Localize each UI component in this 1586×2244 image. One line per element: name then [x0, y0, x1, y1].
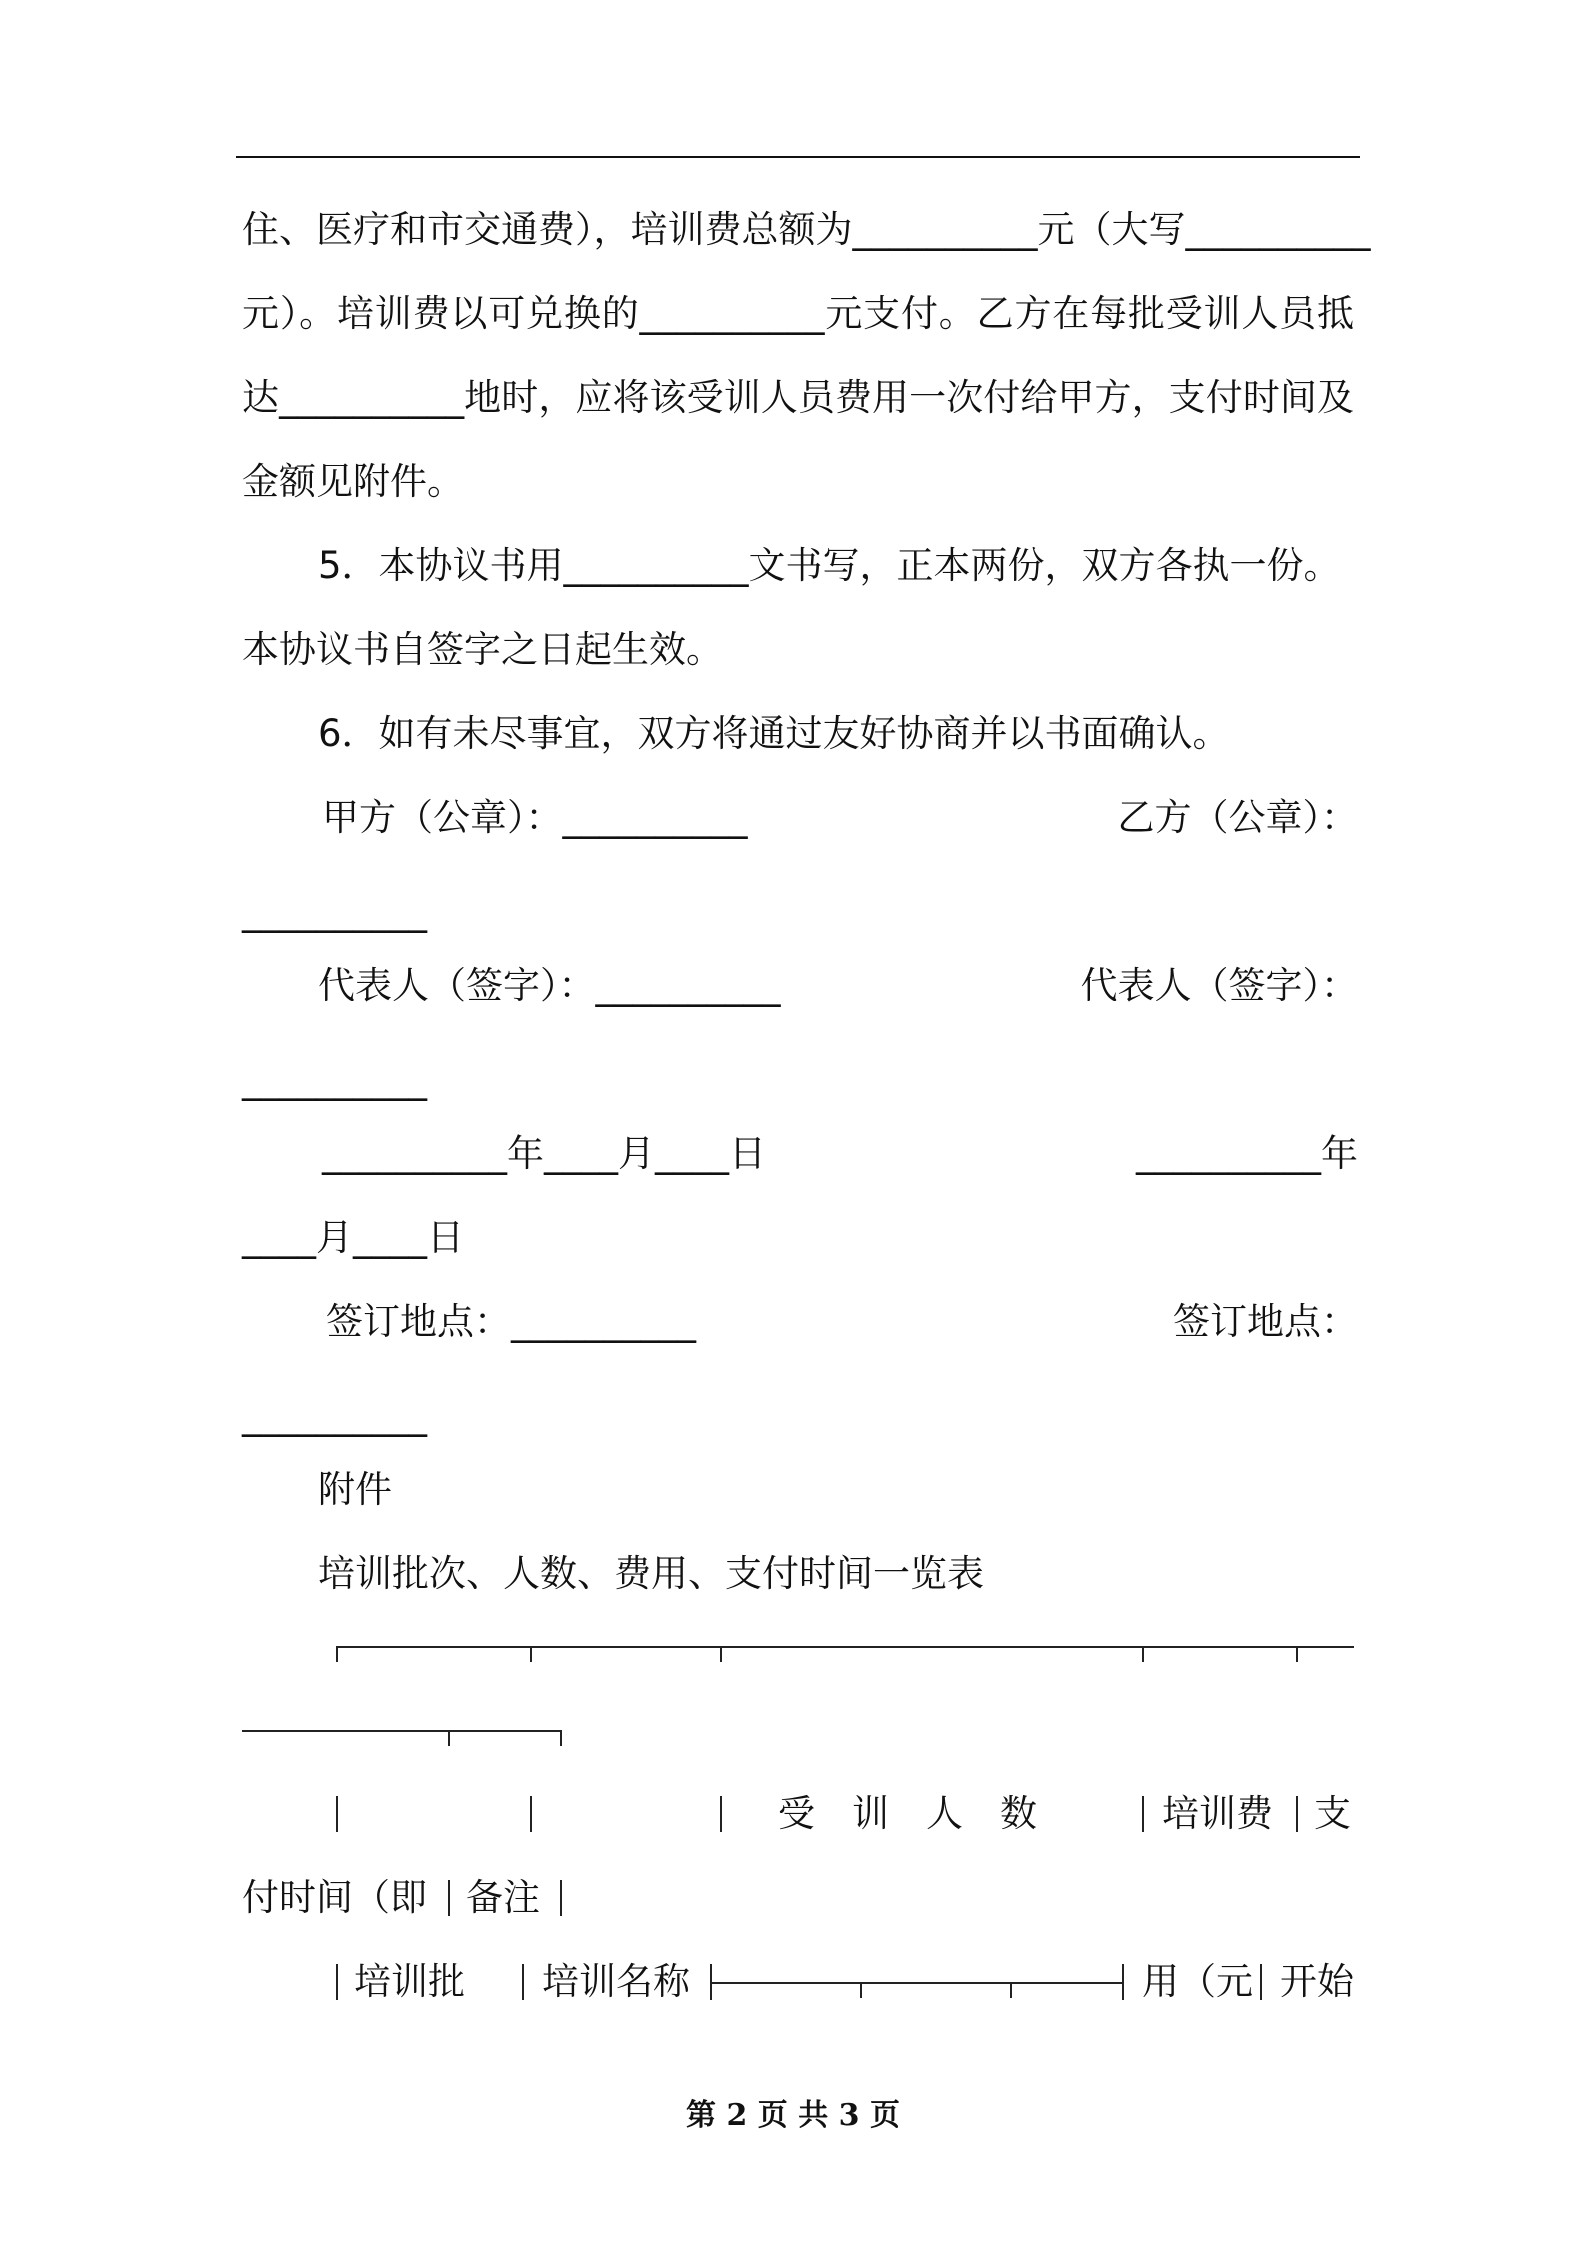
body-line: 金额见附件。 [242, 460, 464, 503]
clause-5-cont: 本协议书自签字之日起生效。 [242, 628, 723, 671]
table-tick [720, 1646, 722, 1662]
body-line: 达__________地时，应将该受训人员费用一次付给甲方，支付时间及 [242, 376, 1354, 419]
page-number: 第 2 页 共 3 页 [686, 2098, 900, 2133]
clause-5: 5．本协议书用__________文书写，正本两份，双方各执一份。 [318, 544, 1341, 587]
table-vbar [720, 1796, 722, 1832]
table-tick [1010, 1982, 1012, 1998]
rep-b: 代表人（签字）： [1080, 964, 1358, 1007]
rep-b-blank: __________ [242, 1058, 427, 1101]
clause-6: 6．如有未尽事宜，双方将通过友好协商并以书面确认。 [318, 712, 1230, 755]
header-start: 开始 [1280, 1960, 1354, 2003]
table-tick [860, 1982, 862, 1998]
table-corner [336, 1646, 338, 1662]
header-pay-time-start: 支 [1314, 1792, 1351, 1835]
party-a-seal: 甲方（公章）：__________ [322, 796, 748, 839]
header-training-fee: 培训费 [1162, 1792, 1273, 1835]
table-tick [448, 1730, 450, 1746]
table-vbar [336, 1796, 338, 1832]
attachment-title: 培训批次、人数、费用、支付时间一览表 [318, 1552, 984, 1595]
table-tick [1296, 1646, 1298, 1662]
body-line: 元）。培训费以可兑换的__________元支付。乙方在每批受训人员抵 [242, 292, 1354, 335]
place-a: 签订地点：__________ [326, 1300, 696, 1343]
table-vbar [448, 1880, 450, 1916]
table-vbar [1142, 1796, 1144, 1832]
table-tick [1142, 1646, 1144, 1662]
table-vbar [530, 1796, 532, 1832]
header-trainee-count: 受 训 人 数 [778, 1792, 1037, 1835]
table-tick [530, 1646, 532, 1662]
place-b-blank: __________ [242, 1394, 427, 1437]
place-b: 签订地点： [1173, 1300, 1358, 1343]
header-remark: 备注 [466, 1876, 540, 1919]
date-a: __________年____月____日 [322, 1132, 766, 1175]
header-fee-unit: 用（元 [1142, 1960, 1253, 2003]
date-b-cont: ____月____日 [242, 1216, 464, 1259]
table-corner [560, 1730, 562, 1746]
body-line: 住、医疗和市交通费），培训费总额为__________元（大写__________ [242, 208, 1371, 251]
table-vbar [1122, 1964, 1124, 2000]
table-vbar [1296, 1796, 1298, 1832]
table-vbar [1260, 1964, 1262, 2000]
party-b-seal: 乙方（公章）： [1117, 796, 1358, 839]
attachment-label: 附件 [318, 1468, 392, 1511]
table-top-border-cont [242, 1730, 560, 1732]
date-b: __________年 [1136, 1132, 1358, 1175]
header-batch: 培训批 [354, 1960, 465, 2003]
table-vbar [336, 1964, 338, 2000]
rep-a: 代表人（签字）：__________ [318, 964, 781, 1007]
table-vbar [560, 1880, 562, 1916]
table-inner-border [710, 1982, 1122, 1984]
header-training-name: 培训名称 [542, 1960, 690, 2003]
header-pay-time: 付时间（即 [242, 1876, 427, 1919]
table-vbar [522, 1964, 524, 2000]
header-rule [236, 156, 1360, 158]
table-top-border [336, 1646, 1354, 1648]
party-b-seal-blank: __________ [242, 890, 427, 933]
